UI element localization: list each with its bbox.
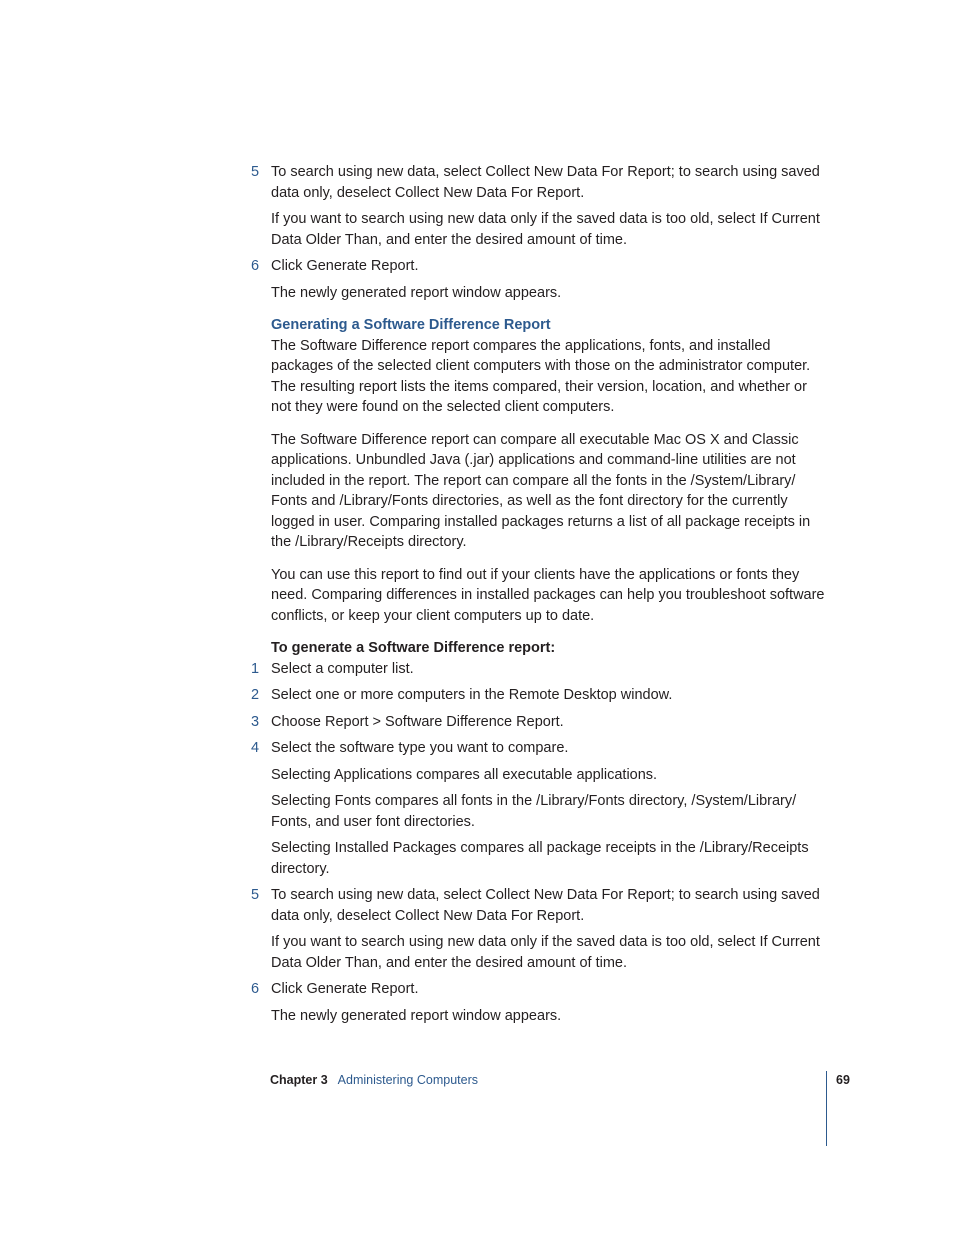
step-text: Select one or more computers in the Remote Desktop window. bbox=[271, 687, 673, 703]
step-item bbox=[251, 979, 827, 1000]
step-item bbox=[251, 659, 827, 680]
step-number: 3 bbox=[251, 713, 260, 730]
step-text: Click Generate Report. bbox=[271, 981, 419, 997]
footer-chapter-label: Chapter 3 bbox=[270, 1073, 328, 1087]
step-item bbox=[251, 256, 827, 277]
step-text: To search using new data, select Collect New Data For Report; to search using saved data only, deselect Collect New Data For Report. bbox=[271, 164, 820, 201]
step-note: If you want to search using new data only if the saved data is too old, select If Current Data Older Than, and enter the desired amount of time. bbox=[271, 934, 820, 971]
step-number: 1 bbox=[251, 660, 260, 677]
step-text: Select the software type you want to compare. bbox=[271, 740, 569, 756]
step-number: 6 bbox=[251, 981, 260, 997]
step-text: Choose Report > Software Difference Report. bbox=[271, 713, 564, 730]
page-content bbox=[251, 162, 827, 1032]
body-paragraph: The Software Difference report compares the applications, fonts, and installed packages of the selected client computers with those on the administrator computer. The resulting report lists the items compared, their version, location, and whether or not they were found on the selected client computers. bbox=[271, 337, 811, 415]
footer-divider bbox=[826, 1071, 827, 1146]
step-item bbox=[251, 885, 827, 926]
step-item bbox=[251, 712, 827, 733]
step-note: The newly generated report window appears. bbox=[271, 284, 562, 301]
step-item bbox=[251, 685, 827, 706]
step-number: 5 bbox=[251, 164, 260, 180]
step-note: Selecting Fonts compares all fonts in the /Library/Fonts directory, /System/Library/ Fonts, and user font directories. bbox=[271, 793, 797, 830]
page-footer bbox=[270, 1071, 478, 1089]
step-number: 6 bbox=[251, 258, 260, 274]
body-paragraph: You can use this report to find out if your clients have the applications or fonts they need. Comparing differences in installed packages can help you troubleshoot software conflicts, or keep your client computers up to date. bbox=[271, 566, 825, 624]
step-number: 2 bbox=[251, 687, 260, 703]
step-note: If you want to search using new data only if the saved data is too old, select If Current Data Older Than, and enter the desired amount of time. bbox=[271, 211, 820, 248]
step-note: Selecting Installed Packages compares all package receipts in the /Library/Receipts directory. bbox=[271, 840, 809, 877]
step-item bbox=[251, 738, 827, 759]
step-number: 5 bbox=[251, 887, 260, 903]
step-text: Click Generate Report. bbox=[271, 258, 419, 274]
section-heading: Generating a Software Difference Report bbox=[271, 317, 551, 333]
step-number: 4 bbox=[251, 740, 260, 756]
step-note: The newly generated report window appears. bbox=[271, 1007, 562, 1024]
step-note: Selecting Applications compares all executable applications. bbox=[271, 766, 658, 783]
procedure-title: To generate a Software Difference report: bbox=[271, 640, 556, 656]
step-text: To search using new data, select Collect New Data For Report; to search using saved data only, deselect Collect New Data For Report. bbox=[271, 887, 820, 924]
body-paragraph: The Software Difference report can compare all executable Mac OS X and Classic applications. Unbundled Java (.jar) applications and command-line utilities are not included in the report. The report can compare all the fonts in the /System/Library/ Fonts and /Library/Fonts directories, as well as the font directory for the currently logged in user. Comparing installed packages returns a list of all package receipts in the /Library/Receipts directory. bbox=[271, 431, 811, 550]
page-number: 69 bbox=[836, 1073, 850, 1087]
step-item bbox=[251, 162, 827, 203]
step-text: Select a computer list. bbox=[271, 660, 414, 677]
footer-chapter-title: Administering Computers bbox=[337, 1073, 478, 1087]
